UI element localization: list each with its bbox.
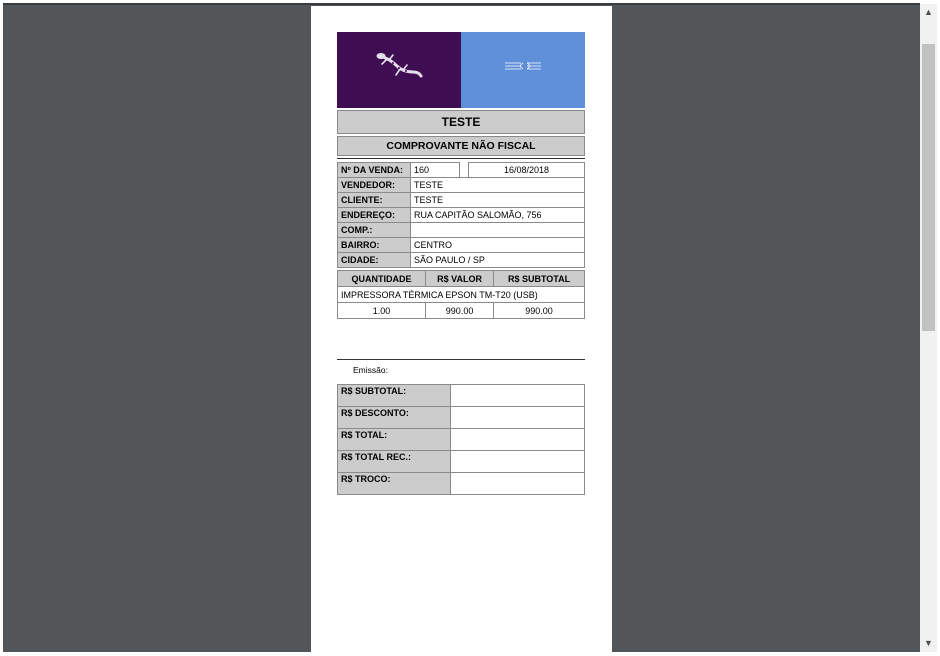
table-row bbox=[338, 303, 585, 319]
company-logo bbox=[337, 32, 585, 108]
field-label: CLIENTE: bbox=[338, 193, 411, 208]
sale-number-label: Nº DA VENDA: bbox=[338, 163, 411, 178]
total-value bbox=[451, 451, 585, 473]
table-row bbox=[338, 287, 585, 303]
field-label: ENDEREÇO: bbox=[338, 208, 411, 223]
field-label: VENDEDOR: bbox=[338, 178, 411, 193]
items-table bbox=[337, 270, 585, 319]
total-value bbox=[451, 429, 585, 451]
cell-gap bbox=[460, 163, 469, 178]
table-row bbox=[338, 451, 585, 473]
item-quantity: 1.00 bbox=[338, 303, 426, 319]
total-value bbox=[451, 473, 585, 495]
sale-info-table bbox=[337, 162, 585, 268]
item-price: 990.00 bbox=[426, 303, 494, 319]
field-value: SÃO PAULO / SP bbox=[411, 253, 585, 268]
table-row bbox=[338, 193, 585, 208]
table-row bbox=[338, 429, 585, 451]
receipt-page bbox=[311, 6, 612, 656]
logo-wordmark-panel bbox=[461, 32, 585, 108]
sale-date-value: 16/08/2018 bbox=[469, 163, 585, 178]
column-header-price: R$ VALOR bbox=[426, 271, 494, 287]
receipt-title: TESTE bbox=[337, 110, 585, 134]
total-label: R$ TROCO: bbox=[338, 473, 451, 495]
scroll-up-arrow-icon[interactable]: ▲ bbox=[924, 7, 933, 17]
field-value bbox=[411, 223, 585, 238]
total-label: R$ SUBTOTAL: bbox=[338, 385, 451, 407]
table-row bbox=[338, 238, 585, 253]
field-value: TESTE bbox=[411, 178, 585, 193]
scroll-down-arrow-icon[interactable]: ▼ bbox=[924, 638, 933, 648]
totals-table bbox=[337, 384, 585, 495]
table-row bbox=[338, 178, 585, 193]
field-label: BAIRRO: bbox=[338, 238, 411, 253]
gecko-icon bbox=[373, 50, 423, 86]
viewer-top-border bbox=[3, 3, 920, 5]
item-subtotal: 990.00 bbox=[494, 303, 585, 319]
item-product-name: IMPRESSORA TÉRMICA EPSON TM-T20 (USB) bbox=[338, 287, 585, 303]
receipt-content bbox=[337, 32, 585, 495]
vertical-scrollbar[interactable] bbox=[920, 4, 937, 652]
field-value: RUA CAPITÃO SALOMÃO, 756 bbox=[411, 208, 585, 223]
column-header-quantity: QUANTIDADE bbox=[338, 271, 426, 287]
total-label: R$ TOTAL REC.: bbox=[338, 451, 451, 473]
total-value bbox=[451, 407, 585, 429]
table-row bbox=[338, 223, 585, 238]
sale-number-value: 160 bbox=[411, 163, 460, 178]
table-row bbox=[338, 163, 585, 178]
wordmark-icon bbox=[501, 60, 545, 72]
logo-gecko-panel bbox=[337, 32, 461, 108]
total-label: R$ TOTAL: bbox=[338, 429, 451, 451]
table-row bbox=[338, 385, 585, 407]
receipt-subtitle: COMPROVANTE NÃO FISCAL bbox=[337, 136, 585, 156]
column-header-subtotal: R$ SUBTOTAL bbox=[494, 271, 585, 287]
emission-label: Emissão: bbox=[353, 365, 388, 375]
table-row bbox=[338, 253, 585, 268]
table-row bbox=[338, 208, 585, 223]
field-value: TESTE bbox=[411, 193, 585, 208]
field-value: CENTRO bbox=[411, 238, 585, 253]
divider bbox=[337, 359, 585, 360]
table-row bbox=[338, 407, 585, 429]
total-label: R$ DESCONTO: bbox=[338, 407, 451, 429]
items-header-row bbox=[338, 271, 585, 287]
table-row bbox=[338, 473, 585, 495]
scrollbar-thumb[interactable] bbox=[922, 44, 935, 331]
field-label: COMP.: bbox=[338, 223, 411, 238]
field-label: CIDADE: bbox=[338, 253, 411, 268]
total-value bbox=[451, 385, 585, 407]
divider bbox=[337, 158, 585, 159]
